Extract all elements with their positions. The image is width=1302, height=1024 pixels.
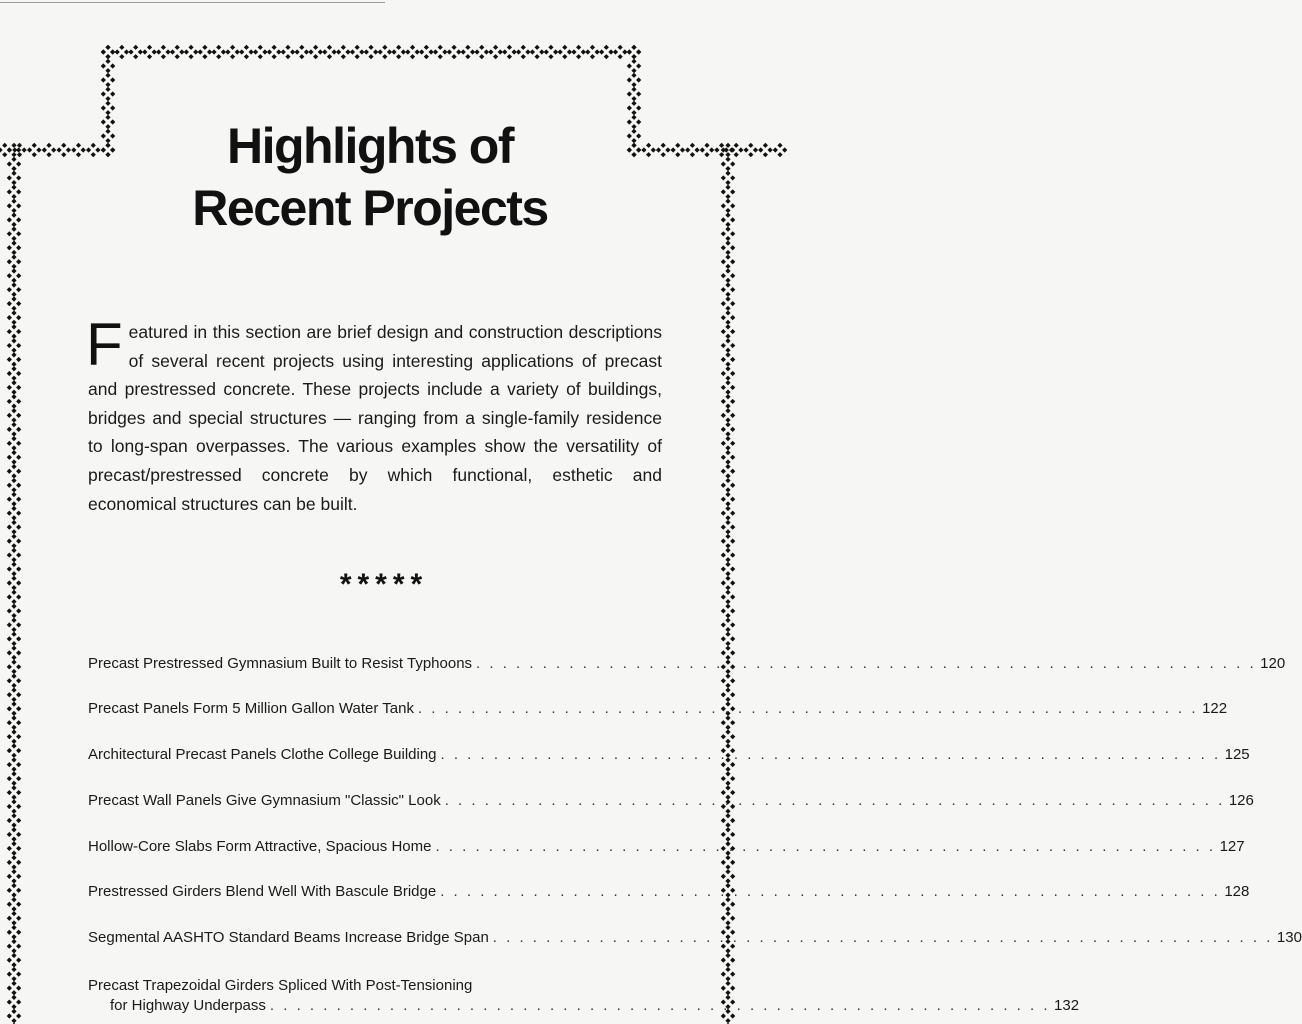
leader-dots: . . . . . . . . . . . . . . . . . . . . . . . . . . . . . . . . . . . . . . . . . . . . . . . . . . . . . . . . . . . bbox=[492, 929, 1273, 946]
intro-text: eatured in this section are brief design and construction descriptions of several recent projects using interesting applications of precast and prestressed concrete. These projects include a variety of buildings, bridges and special structures — ranging from a single-family residence to long-span overpasses. The various examples show the versatility of precast/prestressed concrete by which functional, esthetic and economical structures can be built. bbox=[88, 322, 662, 514]
toc-entry-page: 127 bbox=[1219, 838, 1245, 855]
toc-entry-title: Precast Wall Panels Give Gymnasium "Classic" Look bbox=[88, 792, 441, 809]
toc-entry[interactable] bbox=[88, 741, 1250, 765]
toc-entry-lines bbox=[88, 976, 1079, 1016]
page-title-line2: Recent Projects bbox=[192, 180, 548, 236]
toc-entry-page: 130 bbox=[1276, 929, 1302, 946]
toc-entry-page: 128 bbox=[1224, 883, 1250, 900]
toc-entry-page: 125 bbox=[1224, 746, 1250, 763]
toc-entry[interactable] bbox=[88, 650, 1286, 674]
intro-paragraph bbox=[86, 311, 662, 518]
toc-entry-title-continued: for Highway Underpass bbox=[110, 997, 266, 1014]
toc-entry[interactable] bbox=[88, 833, 1245, 857]
toc-entry-page: 122 bbox=[1202, 700, 1228, 717]
toc-entry-page: 132 bbox=[1054, 997, 1080, 1014]
toc-entry[interactable] bbox=[88, 787, 1254, 811]
toc-entry-title: Precast Trapezoidal Girders Spliced With Post-Tensioning bbox=[88, 977, 473, 994]
section-separator: ***** bbox=[339, 568, 429, 601]
toc-entry-page: 120 bbox=[1260, 655, 1286, 672]
toc-entry[interactable] bbox=[88, 968, 1080, 1016]
toc-entry[interactable] bbox=[88, 924, 1302, 948]
leader-dots: . . . . . . . . . . . . . . . . . . . . . . . . . . . . . . . . . . . . . . . . . . . . . . . . . . . . . . . . . . . bbox=[440, 746, 1221, 763]
leader-dots: . . . . . . . . . . . . . . . . . . . . . . . . . . . . . . . . . . . . . . . . . . . . . . . . . . . . . . . . . . . bbox=[435, 838, 1216, 855]
toc-entry[interactable] bbox=[88, 695, 1228, 719]
toc-entry-title: Segmental AASHTO Standard Beams Increase Bridge Span bbox=[88, 929, 489, 946]
toc-entry-title: Precast Panels Form 5 Million Gallon Water Tank bbox=[88, 700, 414, 717]
drop-cap: F bbox=[86, 311, 123, 378]
toc-entry-second-line bbox=[88, 996, 1079, 1016]
toc-entry-title: Architectural Precast Panels Clothe College Building bbox=[88, 746, 437, 763]
leader-dots: . . . . . . . . . . . . . . . . . . . . . . . . . . . . . . . . . . . . . . . . . . . . . . . . . . . . . . . . . . . bbox=[440, 883, 1221, 900]
leader-dots: . . . . . . . . . . . . . . . . . . . . . . . . . . . . . . . . . . . . . . . . . . . . . . . . . . . . . . . . . . . bbox=[269, 997, 1051, 1014]
toc-entry-title: Prestressed Girders Blend Well With Bascule Bridge bbox=[88, 883, 437, 900]
leader-dots: . . . . . . . . . . . . . . . . . . . . . . . . . . . . . . . . . . . . . . . . . . . . . . . . . . . . . . . . . . . bbox=[476, 655, 1257, 672]
leader-dots: . . . . . . . . . . . . . . . . . . . . . . . . . . . . . . . . . . . . . . . . . . . . . . . . . . . . . . . . . . . bbox=[444, 792, 1225, 809]
toc-entry-title: Precast Prestressed Gymnasium Built to Resist Typhoons bbox=[88, 655, 473, 672]
toc-entry[interactable] bbox=[88, 878, 1250, 902]
page-title bbox=[150, 115, 590, 239]
leader-dots: . . . . . . . . . . . . . . . . . . . . . . . . . . . . . . . . . . . . . . . . . . . . . . . . . . . . . . . . . . . bbox=[417, 700, 1199, 717]
toc-entry-page: 126 bbox=[1228, 792, 1254, 809]
page-title-line1: Highlights of bbox=[227, 118, 513, 174]
toc-entry-title: Hollow-Core Slabs Form Attractive, Spacious Home bbox=[88, 838, 432, 855]
